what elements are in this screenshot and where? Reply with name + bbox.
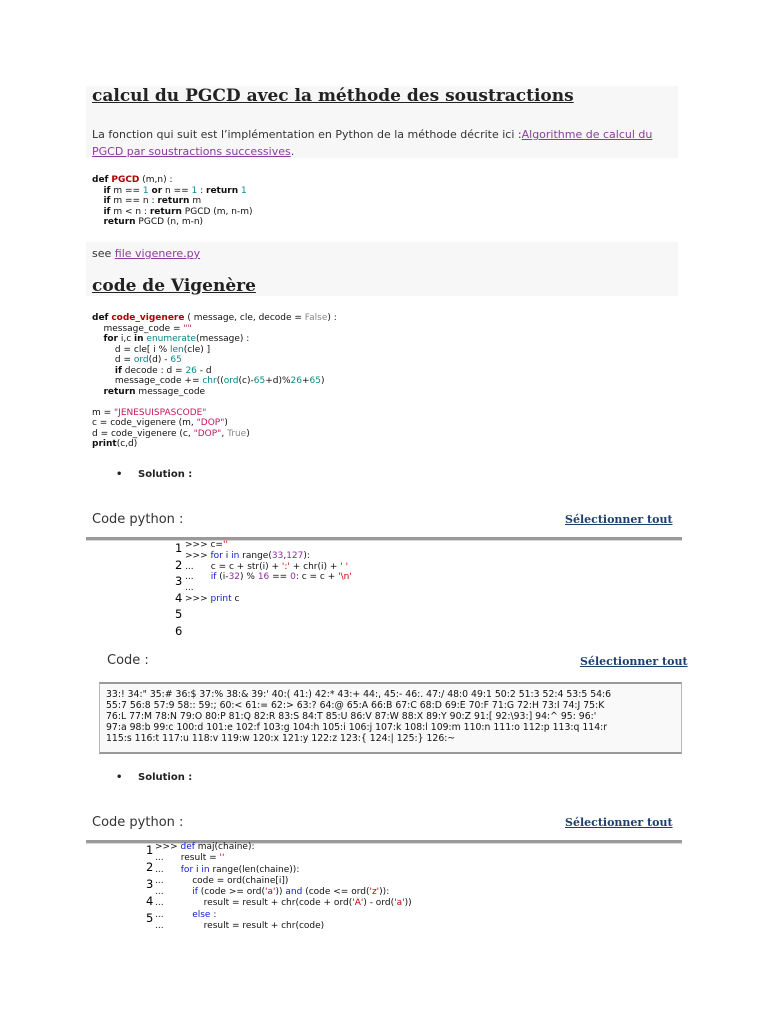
pgcd-code: def PGCD (m,n) : if m == 1 or n == 1 : return 1 if m == n : return m if m < n : return PGCD (m, n-m) return PGCD (n, m-n) (92, 175, 253, 227)
output-line: 55:7 56:8 57:9 58:: 59:; 60:< 61:= 62:> 63:? 64:@ 65:A 66:B 67:C 68:D 69:E 70:F 71:G 72:H 73:I 74:J 75:K (106, 699, 605, 711)
intro-text: La fonction qui suit est l’implémentation en Python de la méthode décrite ici : (92, 128, 522, 141)
select-all-button-3[interactable]: Sélectionner tout (565, 816, 673, 829)
output-line: 115:s 116:t 117:u 118:v 119:w 120:x 121:y 122:z 123:{ 124:| 125:} 126:~ (106, 732, 456, 744)
solution-label-1: Solution : (138, 469, 193, 480)
bullet-dot: • (116, 469, 123, 480)
section-title-pgcd: calcul du PGCD avec la méthode des soustractions (92, 86, 574, 106)
output-line: 76:L 77:M 78:N 79:O 80:P 81:Q 82:R 83:S 84:T 85:U 86:V 87:W 88:X 89:Y 90:Z 91:[ 92:\93:] 94:^ 95: 96:' (106, 710, 597, 722)
output-line: 97:a 98:b 99:c 100:d 101:e 102:f 103:g 104:h 105:i 106:j 107:k 108:l 109:m 110:n 111:o 112:p 113:q 114:r (106, 721, 608, 733)
solution-label-2: Solution : (138, 772, 193, 783)
code-label-2: Code : (107, 653, 149, 668)
intro-end: . (290, 145, 295, 158)
intro-paragraph (92, 126, 682, 160)
see-line (92, 245, 200, 262)
vigenere-code: def code_vigenere ( message, cle, decode = False) : message_code = "" for i,c in enumerate(message) : d = cle[ i % len(cle) ] d = ord(d) - 65 if decode : d = 26 - d message_code += chr((ord(c)-65+d)%26+65) return message_code m = "JENESUISPASCODE" c = code_vigenere (m, "DOP") d = code_vigenere (c, "DOP", True) print(c,d) (92, 313, 337, 449)
code-block-1[interactable]: >>> c='' >>> for i in range(33,127): ... c = c + str(i) + ':' + chr(i) + ' ' ... if (i-32) % 16 == 0: c = c + '\n' ... >>> print c (185, 540, 352, 604)
code-python-label-1: Code python : (92, 512, 184, 527)
code-block-3[interactable]: >>> def maj(chaine): ... result = '' ... for i in range(len(chaine)): ... code = ord(chaine[i]) ... if (code >= ord('a')) and (code <= ord('z')): ... result = result + chr(code + ord('A') - ord('a')) ... else : ... result = result + chr(code) (155, 842, 412, 932)
see-label: see (92, 247, 115, 260)
select-all-button-1[interactable]: Sélectionner tout (565, 513, 673, 526)
algorithm-link[interactable]: Algorithme de calcul du PGCD par soustractions successives (92, 128, 653, 158)
code-python-label-3: Code python : (92, 815, 184, 830)
section-title-vigenere: code de Vigenère (92, 276, 256, 296)
vigenere-file-link[interactable]: file vigenere.py (114, 247, 201, 260)
output-box[interactable] (99, 682, 682, 754)
line-numbers-1: 1 2 3 4 5 6 (175, 541, 183, 638)
bullet-dot: • (116, 772, 123, 783)
select-all-button-2[interactable]: Sélectionner tout (580, 655, 688, 668)
output-line: 33:! 34:" 35:# 36:$ 37:% 38:& 39:' 40:( 41:) 42:* 43:+ 44:, 45:- 46:. 47:/ 48:0 49:1 50:2 51:3 52:4 53:5 54:6 (106, 689, 612, 700)
line-numbers-3: 1 2 3 4 5 (146, 843, 154, 925)
